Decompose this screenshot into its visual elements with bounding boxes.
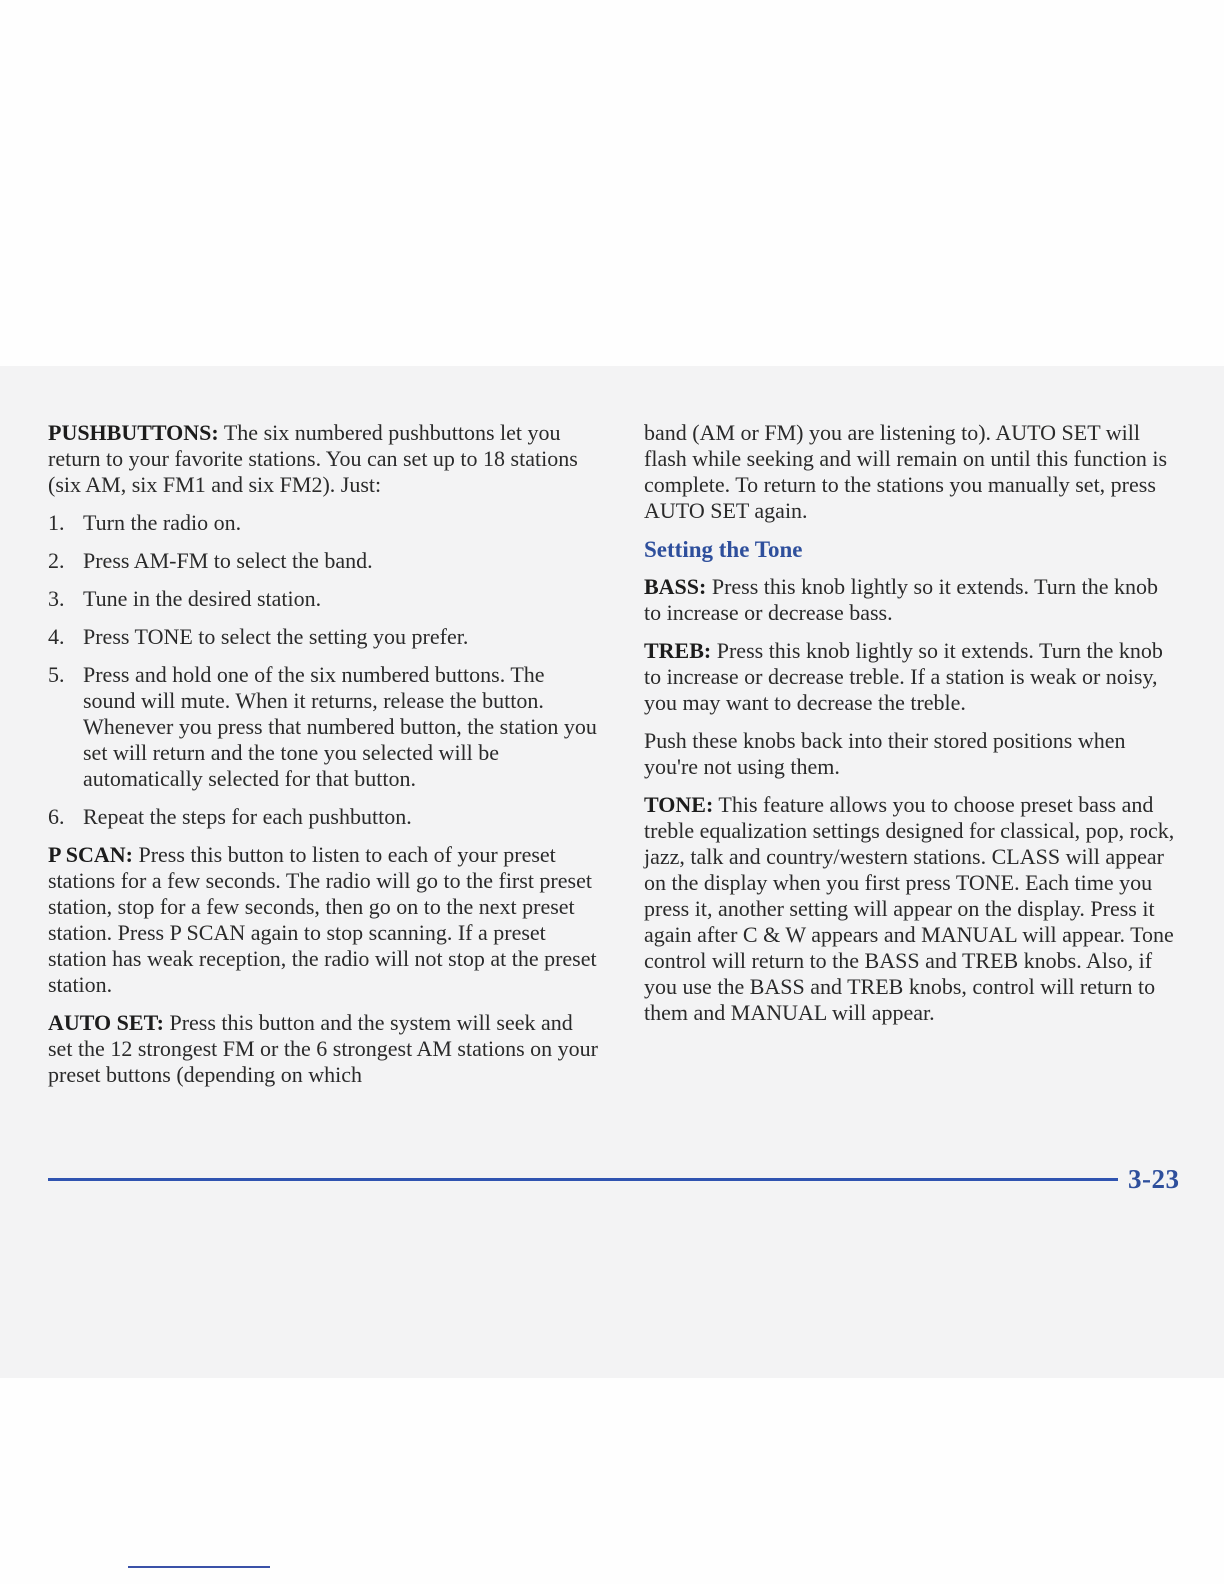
pscan-term: P SCAN: [48, 842, 133, 867]
left-column [48, 420, 600, 1100]
pscan-text: Press this button to listen to each of your preset stations for a few seconds. The radio will go to the first preset station, stop for a few seconds, then go on to the next preset station. Press P SCAN again to stop scanning. If a preset station has weak reception, the radio will not stop at the preset station. [48, 842, 597, 997]
list-item [48, 804, 600, 830]
pushbuttons-term: PUSHBUTTONS: [48, 420, 219, 445]
treb-paragraph [644, 638, 1180, 716]
pushbutton-steps-list [48, 510, 600, 830]
autoset-text: Press this button and the system will seek and set the 12 strongest FM or the 6 strongest AM stations on your preset buttons (depending on which [48, 1010, 598, 1087]
bottom-divider [128, 1566, 270, 1568]
bass-paragraph [644, 574, 1180, 626]
section-heading-setting-the-tone: Setting the Tone [644, 537, 803, 562]
treb-text: Press this knob lightly so it extends. Turn the knob to increase or decrease treble. If a station is weak or noisy, you may want to decrease the treble. [644, 638, 1163, 715]
pushbuttons-text: The six numbered pushbuttons let you return to your favorite stations. You can set up to 18 stations (six AM, six FM1 and six FM2). Just: [48, 420, 578, 497]
bass-term: BASS: [644, 574, 707, 599]
step-number: 5. [48, 662, 65, 687]
autoset-paragraph [48, 1010, 600, 1088]
step-text: Press and hold one of the six numbered buttons. The sound will mute. When it returns, release the button. Whenever you press that numbered button, the station you set will return and the tone you selected will be automatically selected for that button. [83, 662, 597, 791]
tone-term: TONE: [644, 792, 714, 817]
pscan-paragraph [48, 842, 600, 998]
push-back-paragraph: Push these knobs back into their stored positions when you're not using them. [644, 728, 1126, 779]
autoset-continuation-paragraph: band (AM or FM) you are listening to). AUTO SET will flash while seeking and will remain on until this function is complete. To return to the stations you manually set, press AUTO SET again. [644, 420, 1168, 523]
footer-rule [48, 1178, 1118, 1181]
treb-term: TREB: [644, 638, 712, 663]
right-column [644, 420, 1180, 1038]
step-number: 4. [48, 624, 65, 649]
list-item [48, 548, 600, 574]
step-text: Press AM-FM to select the band. [83, 548, 373, 573]
step-text: Tune in the desired station. [83, 586, 322, 611]
list-item [48, 662, 600, 792]
tone-paragraph [644, 792, 1180, 1026]
step-number: 6. [48, 804, 65, 829]
list-item [48, 586, 600, 612]
step-number: 2. [48, 548, 65, 573]
tone-text: This feature allows you to choose preset bass and treble equalization settings designed for classical, pop, rock, jazz, talk and country/western stations. CLASS will appear on the display when you first press TONE. Each time you press it, another setting will appear on the display. Press it again after C & W appears and MANUAL will appear. Tone control will return to the BASS and TREB knobs. Also, if you use the BASS and TREB knobs, control will return to them and MANUAL will appear. [644, 792, 1175, 1025]
step-text: Repeat the steps for each pushbutton. [83, 804, 412, 829]
list-item [48, 510, 600, 536]
list-item [48, 624, 600, 650]
step-number: 1. [48, 510, 65, 535]
autoset-term: AUTO SET: [48, 1010, 164, 1035]
page-number: 3-23 [1128, 1164, 1180, 1194]
step-text: Turn the radio on. [83, 510, 242, 535]
bass-text: Press this knob lightly so it extends. Turn the knob to increase or decrease bass. [644, 574, 1159, 625]
step-number: 3. [48, 586, 65, 611]
pushbuttons-paragraph [48, 420, 600, 498]
step-text: Press TONE to select the setting you prefer. [83, 624, 469, 649]
